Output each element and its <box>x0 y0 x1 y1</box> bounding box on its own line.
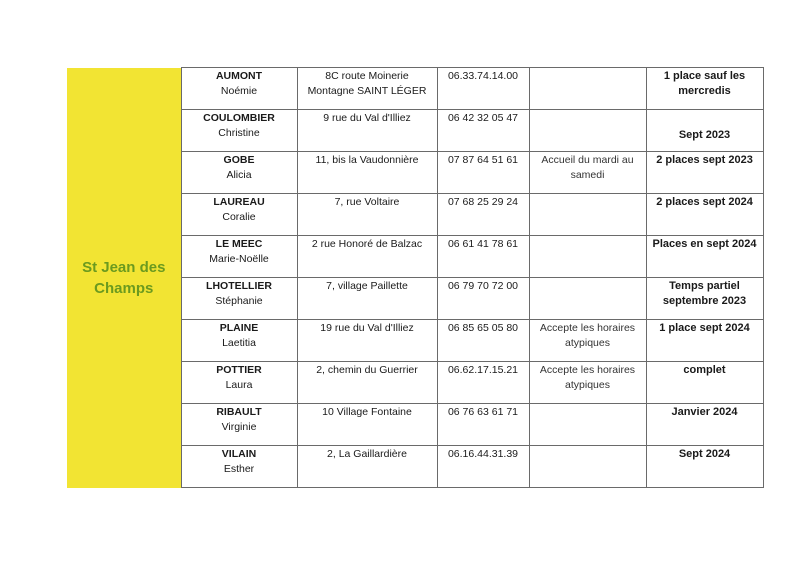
phone-cell: 07 68 25 29 24 <box>437 194 529 236</box>
note-cell <box>529 110 646 152</box>
note-cell <box>529 446 646 488</box>
availability-cell: 2 places sept 2024 <box>646 194 763 236</box>
phone-cell: 06.62.17.15.21 <box>437 362 529 404</box>
name-cell <box>181 68 297 110</box>
last-name: COULOMBIER <box>203 112 275 124</box>
phone-cell: 06 79 70 72 00 <box>437 278 529 320</box>
address-cell: 2 rue Honoré de Balzac <box>297 236 437 278</box>
address-cell: 7, rue Voltaire <box>297 194 437 236</box>
first-name: Laetitia <box>222 337 256 349</box>
note-cell: Accueil du mardi au samedi <box>529 152 646 194</box>
phone-cell: 06 85 65 05 80 <box>437 320 529 362</box>
last-name: POTTIER <box>216 364 262 376</box>
phone-cell: 06.16.44.31.39 <box>437 446 529 488</box>
note-cell <box>529 194 646 236</box>
address-cell: 9 rue du Val d'Illiez <box>297 110 437 152</box>
availability-cell: Sept 2023 <box>646 110 763 152</box>
first-name: Virginie <box>221 421 257 433</box>
address-cell: 7, village Paillette <box>297 278 437 320</box>
last-name: GOBE <box>223 154 255 166</box>
phone-cell: 06 76 63 61 71 <box>437 404 529 446</box>
availability-cell: complet <box>646 362 763 404</box>
phone-cell: 06 42 32 05 47 <box>437 110 529 152</box>
availability-cell: 2 places sept 2023 <box>646 152 763 194</box>
last-name: PLAINE <box>219 322 259 334</box>
address-cell: 8C route Moinerie Montagne SAINT LÉGER <box>297 68 437 110</box>
table-row <box>67 68 763 110</box>
availability-cell: 1 place sauf les mercredis <box>646 68 763 110</box>
address-cell: 10 Village Fontaine <box>297 404 437 446</box>
note-cell <box>529 278 646 320</box>
name-cell <box>181 152 297 194</box>
note-cell <box>529 236 646 278</box>
childminder-table <box>67 67 764 488</box>
last-name: AUMONT <box>215 70 263 82</box>
availability-cell: Temps partiel septembre 2023 <box>646 278 763 320</box>
first-name: Coralie <box>222 211 256 223</box>
phone-cell: 06.33.74.14.00 <box>437 68 529 110</box>
last-name: VILAIN <box>221 448 257 460</box>
address-cell: 2, chemin du Guerrier <box>297 362 437 404</box>
last-name: LHOTELLIER <box>206 280 272 292</box>
first-name: Marie-Noëlle <box>209 253 269 265</box>
first-name: Stéphanie <box>215 295 263 307</box>
availability-cell: Sept 2024 <box>646 446 763 488</box>
first-name: Laura <box>225 379 253 391</box>
last-name: RIBAULT <box>216 406 262 418</box>
availability-cell: Janvier 2024 <box>646 404 763 446</box>
address-cell: 2, La Gaillardière <box>297 446 437 488</box>
last-name: LAUREAU <box>213 196 265 208</box>
name-cell <box>181 362 297 404</box>
availability-cell: 1 place sept 2024 <box>646 320 763 362</box>
address-cell: 11, bis la Vaudonnière <box>297 152 437 194</box>
commune-cell: St Jean des Champs <box>67 68 181 488</box>
name-cell <box>181 404 297 446</box>
first-name: Alicia <box>226 169 252 181</box>
phone-cell: 06 61 41 78 61 <box>437 236 529 278</box>
note-cell <box>529 404 646 446</box>
note-cell: Accepte les horaires atypiques <box>529 362 646 404</box>
first-name: Noémie <box>220 85 258 97</box>
first-name: Esther <box>223 463 255 475</box>
name-cell <box>181 110 297 152</box>
name-cell <box>181 194 297 236</box>
last-name: LE MEEC <box>215 238 263 250</box>
note-cell <box>529 68 646 110</box>
note-cell: Accepte les horaires atypiques <box>529 320 646 362</box>
name-cell <box>181 236 297 278</box>
name-cell <box>181 320 297 362</box>
phone-cell: 07 87 64 51 61 <box>437 152 529 194</box>
name-cell <box>181 446 297 488</box>
availability-cell: Places en sept 2024 <box>646 236 763 278</box>
name-cell <box>181 278 297 320</box>
address-cell: 19 rue du Val d'Illiez <box>297 320 437 362</box>
first-name: Christine <box>218 127 260 139</box>
